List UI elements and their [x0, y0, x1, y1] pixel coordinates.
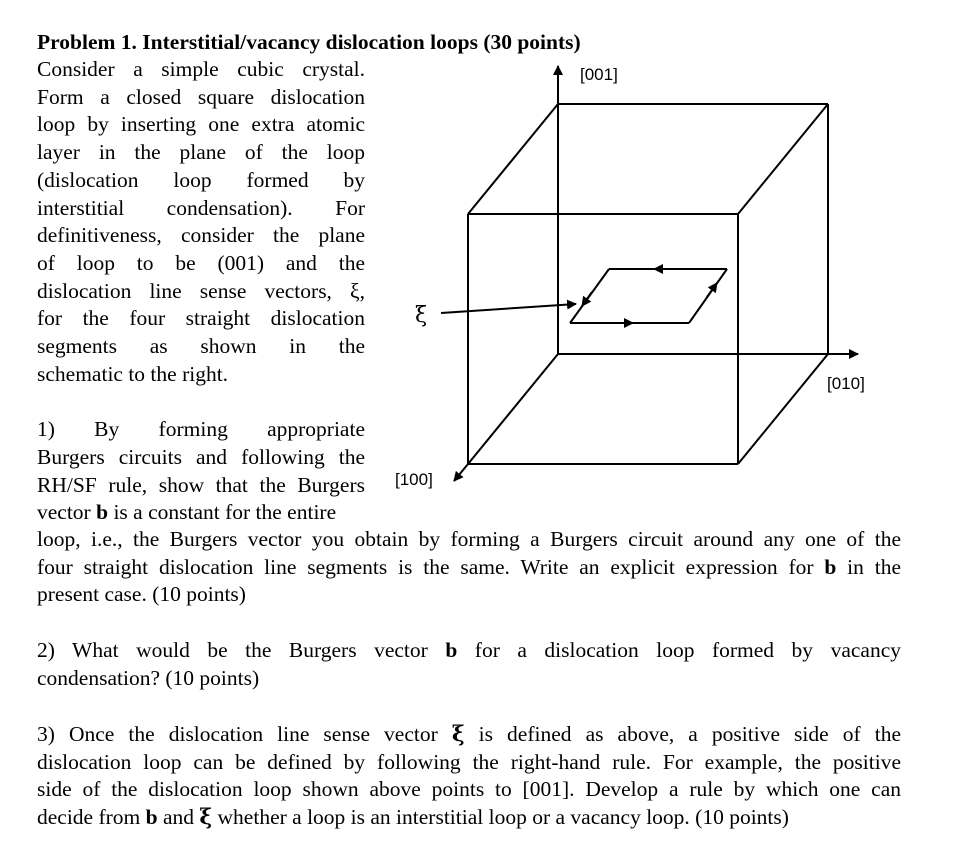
intro-line: segments as shown in the — [37, 334, 365, 359]
axis-100-arrow — [454, 464, 468, 481]
intro-line: schematic to the right. — [37, 361, 229, 386]
cube-front-face — [468, 214, 738, 464]
intro-line: interstitial condensation). For — [37, 195, 365, 220]
question-2-line: condensation? (10 points) — [37, 665, 260, 690]
dislocation-loop — [570, 269, 727, 323]
cube-edges — [468, 104, 828, 464]
intro-line: definitiveness, consider the plane — [37, 223, 365, 248]
question-3-line: decide from b and ξ whether a loop is an interstitial loop or a vacancy loop. (10 points) — [37, 805, 789, 831]
question-3-line: 3) Once the dislocation line sense vector ξ is defined as above, a positive side of the — [37, 722, 901, 747]
question-1-line: Burgers circuits and following the — [37, 444, 365, 469]
question-3-line: dislocation loop can be defined by following the right-hand rule. For example, the positive — [37, 749, 901, 774]
intro-line: (dislocation loop formed by — [37, 167, 365, 192]
question-1-line: 1) By forming appropriate — [37, 417, 365, 442]
question-1-line: RH/SF rule, show that the Burgers — [37, 472, 365, 497]
question-3-line: side of the dislocation loop shown above points to [001]. Develop a rule by which one can — [37, 777, 901, 802]
intro-line: Form a closed square dislocation — [37, 84, 365, 109]
intro-line: dislocation line sense vectors, ξ, — [37, 278, 365, 303]
intro-line: layer in the plane of the loop — [37, 140, 365, 165]
intro-line: of loop to be (001) and the — [37, 250, 365, 275]
label-001: [001] — [580, 65, 618, 84]
loop-arrow-right — [707, 283, 717, 297]
question-2-line: 2) What would be the Burgers vector b for a dislocation loop formed by vacancy — [37, 638, 901, 662]
intro-line: for the four straight dislocation — [37, 306, 365, 331]
label-100: [100] — [395, 470, 433, 489]
loop-arrow-left — [582, 292, 592, 306]
question-1-line: present case. (10 points) — [37, 582, 246, 607]
problem-title: Problem 1. Interstitial/vacancy dislocation loops (30 points) — [37, 30, 581, 54]
intro-line: Consider a simple cubic crystal. — [37, 57, 365, 81]
question-1-line: four straight dislocation line segments is the same. Write an explicit expression for b in the — [37, 554, 901, 579]
xi-pointer-arrow — [441, 304, 576, 313]
question-1-line: vector b is a constant for the entire — [37, 500, 337, 525]
label-xi: ξ — [415, 303, 428, 328]
label-010: [010] — [827, 374, 865, 393]
question-1-line: loop, i.e., the Burgers vector you obtain by forming a Burgers circuit around any one of the — [37, 527, 901, 551]
intro-line: loop by inserting one extra atomic — [37, 112, 365, 137]
